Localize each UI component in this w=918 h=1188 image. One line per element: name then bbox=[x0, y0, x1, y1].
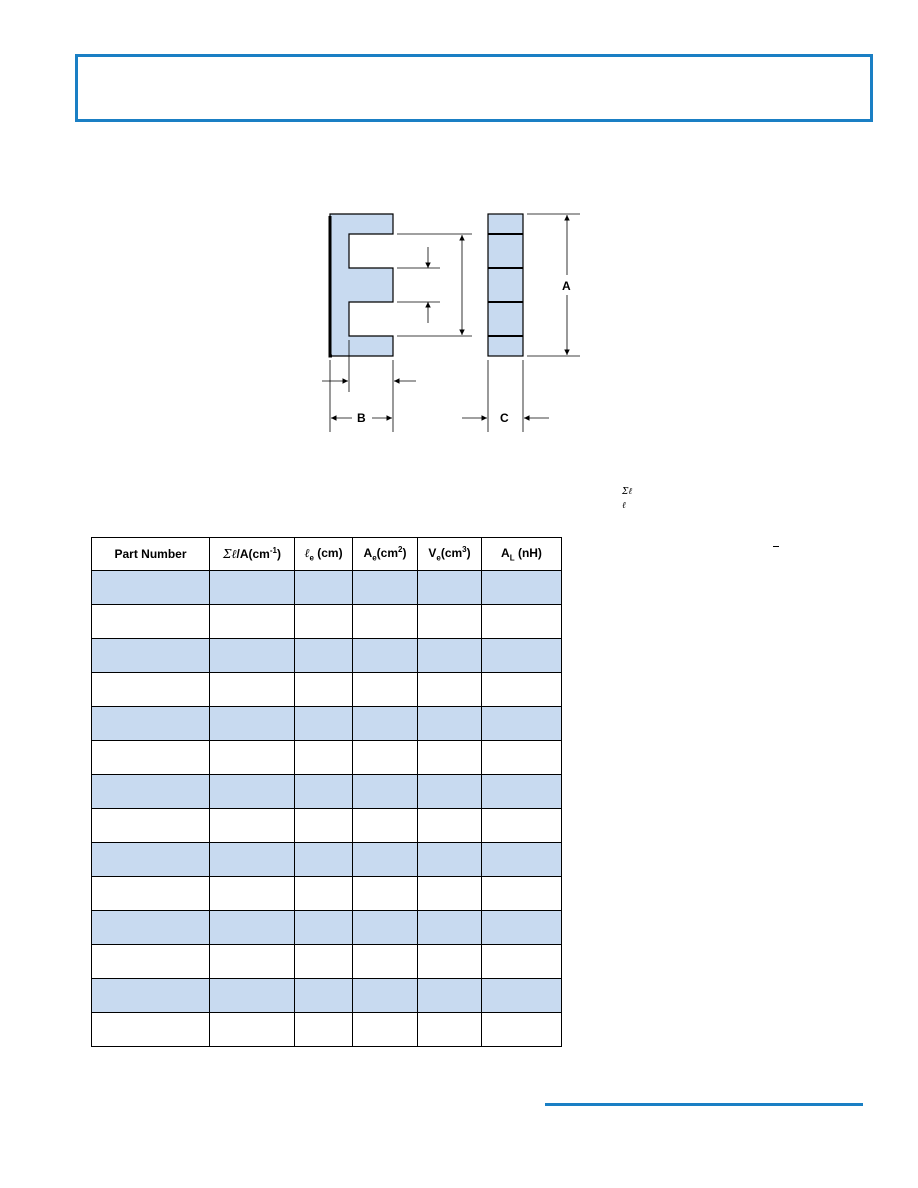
table-cell bbox=[210, 707, 295, 741]
table-cell bbox=[92, 605, 210, 639]
table-header-row bbox=[92, 538, 562, 571]
table-cell bbox=[482, 843, 562, 877]
table-cell bbox=[210, 911, 295, 945]
table-cell bbox=[482, 979, 562, 1013]
table-cell bbox=[210, 571, 295, 605]
table-cell bbox=[295, 945, 353, 979]
table-cell bbox=[295, 571, 353, 605]
table-cell bbox=[353, 775, 418, 809]
table-cell bbox=[92, 843, 210, 877]
e-core-side-view bbox=[488, 214, 523, 356]
table-row bbox=[92, 639, 562, 673]
table-cell bbox=[418, 911, 482, 945]
table-cell bbox=[92, 1013, 210, 1047]
table-cell bbox=[210, 809, 295, 843]
table-cell bbox=[418, 809, 482, 843]
table-cell bbox=[482, 775, 562, 809]
header-inductance-factor: $A_L$ (nH) bbox=[482, 538, 562, 571]
table-row bbox=[92, 673, 562, 707]
table-cell bbox=[353, 843, 418, 877]
table-cell bbox=[210, 979, 295, 1013]
table-cell bbox=[418, 945, 482, 979]
table-cell bbox=[418, 741, 482, 775]
dimension-a-label: A bbox=[562, 279, 571, 293]
core-dimension-diagram bbox=[0, 0, 918, 480]
table-cell bbox=[92, 775, 210, 809]
table-cell bbox=[418, 571, 482, 605]
table-cell bbox=[295, 707, 353, 741]
table-row bbox=[92, 571, 562, 605]
table-cell bbox=[482, 571, 562, 605]
table-cell bbox=[295, 639, 353, 673]
table-cell bbox=[482, 741, 562, 775]
table-cell bbox=[482, 673, 562, 707]
table-row bbox=[92, 809, 562, 843]
header-path-length: ℓ$_e$ (cm) bbox=[295, 538, 353, 571]
table-cell bbox=[418, 979, 482, 1013]
table-row bbox=[92, 707, 562, 741]
table-cell bbox=[210, 605, 295, 639]
table-cell bbox=[295, 809, 353, 843]
header-part-number: Part Number bbox=[92, 538, 210, 571]
table-cell bbox=[92, 571, 210, 605]
table-cell bbox=[482, 945, 562, 979]
table-cell bbox=[353, 571, 418, 605]
table-row bbox=[92, 775, 562, 809]
core-parameters-table bbox=[91, 537, 562, 1047]
table-cell bbox=[210, 843, 295, 877]
table-cell bbox=[418, 639, 482, 673]
table-body bbox=[92, 571, 562, 1047]
table-cell bbox=[353, 809, 418, 843]
table-cell bbox=[418, 877, 482, 911]
table-row bbox=[92, 945, 562, 979]
table-row bbox=[92, 605, 562, 639]
table-cell bbox=[353, 1013, 418, 1047]
table-cell bbox=[295, 775, 353, 809]
header-effective-area: $A_e(cm^2)$ bbox=[353, 538, 418, 571]
table-cell bbox=[295, 877, 353, 911]
dimension-c-label: C bbox=[500, 411, 509, 425]
table-cell bbox=[418, 1013, 482, 1047]
table-cell bbox=[482, 1013, 562, 1047]
header-effective-volume: $V_e(cm^3)$ bbox=[418, 538, 482, 571]
table-cell bbox=[353, 605, 418, 639]
table-cell bbox=[418, 605, 482, 639]
table-cell bbox=[92, 707, 210, 741]
table-cell bbox=[295, 605, 353, 639]
table-cell bbox=[353, 673, 418, 707]
table-cell bbox=[92, 911, 210, 945]
table-cell bbox=[92, 741, 210, 775]
table-row bbox=[92, 1013, 562, 1047]
table-cell bbox=[353, 911, 418, 945]
table-cell bbox=[92, 945, 210, 979]
footer-rule bbox=[545, 1103, 863, 1106]
table-cell bbox=[92, 809, 210, 843]
table-cell bbox=[353, 741, 418, 775]
table-cell bbox=[482, 809, 562, 843]
header-core-factor: $\Sigma\ell/A(cm^{-1})$ bbox=[210, 538, 295, 571]
table-cell bbox=[295, 911, 353, 945]
table-cell bbox=[418, 707, 482, 741]
table-cell bbox=[210, 673, 295, 707]
table-row bbox=[92, 979, 562, 1013]
sum-ell-symbol: Σℓ bbox=[622, 487, 633, 497]
table-cell bbox=[295, 741, 353, 775]
table-cell bbox=[210, 639, 295, 673]
table-cell bbox=[295, 843, 353, 877]
table-cell bbox=[92, 639, 210, 673]
table-row bbox=[92, 741, 562, 775]
table-cell bbox=[418, 843, 482, 877]
table-cell bbox=[353, 945, 418, 979]
dimension-b-label: B bbox=[357, 411, 366, 425]
table-cell bbox=[295, 673, 353, 707]
table-cell bbox=[210, 775, 295, 809]
table-cell bbox=[482, 639, 562, 673]
table-cell bbox=[295, 979, 353, 1013]
table-cell bbox=[295, 1013, 353, 1047]
table-cell bbox=[482, 707, 562, 741]
table-cell bbox=[353, 877, 418, 911]
table-cell bbox=[210, 877, 295, 911]
e-core-front-view bbox=[330, 214, 393, 356]
table-cell bbox=[353, 639, 418, 673]
small-dash bbox=[773, 546, 779, 547]
table-cell bbox=[353, 979, 418, 1013]
table-cell bbox=[210, 945, 295, 979]
table-row bbox=[92, 877, 562, 911]
table-row bbox=[92, 843, 562, 877]
ell-symbol: ℓ bbox=[622, 501, 626, 511]
table-cell bbox=[482, 911, 562, 945]
table-cell bbox=[418, 775, 482, 809]
table-cell bbox=[210, 1013, 295, 1047]
table-cell bbox=[210, 741, 295, 775]
table-cell bbox=[418, 673, 482, 707]
table-row bbox=[92, 911, 562, 945]
table-cell bbox=[92, 673, 210, 707]
table-cell bbox=[482, 605, 562, 639]
table-cell bbox=[353, 707, 418, 741]
table-cell bbox=[92, 877, 210, 911]
table-cell bbox=[482, 877, 562, 911]
table-cell bbox=[92, 979, 210, 1013]
